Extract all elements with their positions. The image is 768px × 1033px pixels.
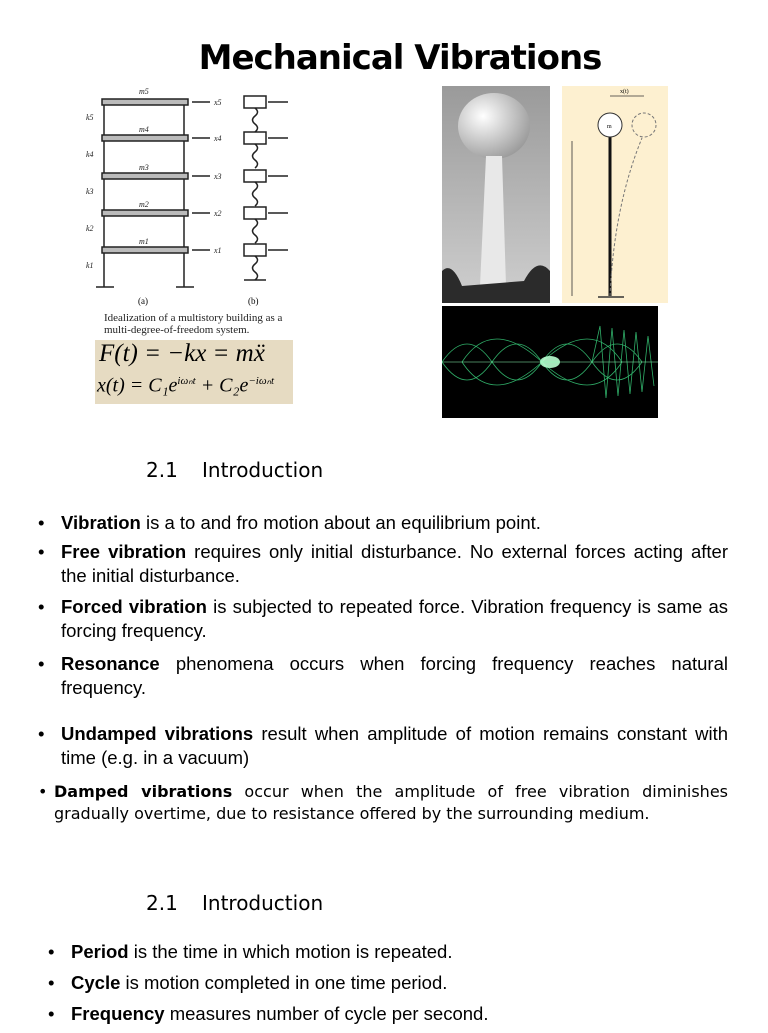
list-item: • Forced vibration is subjected to repeated force. Vibration frequency is same as forcing frequency. <box>38 595 728 643</box>
svg-text:m1: m1 <box>139 237 149 246</box>
pendulum-disp-label: x(t) <box>620 89 629 95</box>
svg-text:x3: x3 <box>214 172 222 181</box>
wave-image <box>442 306 658 418</box>
equation-box <box>95 340 293 404</box>
building-caption: Idealization of a multistory building as a multi-degree-of-freedom system. <box>104 312 283 336</box>
list-item: • Resonance phenomena occurs when forcing frequency reaches natural frequency. <box>38 652 728 700</box>
bullet-list-2 <box>48 940 738 1033</box>
list-item: • Frequency measures number of cycle per second. <box>48 1002 738 1026</box>
section-heading-2: 2.1 Introduction <box>146 891 324 915</box>
equation-force: F(t) = −kx = mẍ <box>99 340 265 367</box>
list-item: • Undamped vibrations result when amplitude of motion remains constant with time (e.g. in a vacuum) <box>38 722 728 770</box>
bullet-list-1 <box>38 511 728 770</box>
svg-text:m4: m4 <box>139 125 149 134</box>
list-item: • Free vibration requires only initial disturbance. No external forces acting after the initial disturbance. <box>38 540 728 588</box>
pendulum-figure <box>562 86 668 303</box>
panel-a-label: (a) <box>138 296 148 306</box>
equation-solution: $x(t) = C_1e^{i\omega_nt} + C_2e^{-i\omega_nt}$ <box>97 374 275 397</box>
page-title: Mechanical Vibrations <box>198 38 602 78</box>
svg-text:k4: k4 <box>86 150 94 159</box>
list-item: • Period is the time in which motion is repeated. <box>48 940 738 964</box>
svg-text:m5: m5 <box>139 87 149 96</box>
list-item: • Cycle is motion completed in one time period. <box>48 971 738 995</box>
pendulum-mass-label: m <box>607 124 612 130</box>
section-heading-1: 2.1 Introduction <box>146 458 324 482</box>
svg-text:k2: k2 <box>86 224 94 233</box>
svg-text:x1: x1 <box>214 246 222 255</box>
svg-text:m3: m3 <box>139 163 149 172</box>
panel-b-label: (b) <box>248 296 259 306</box>
svg-text:x5: x5 <box>214 98 222 107</box>
svg-text:k3: k3 <box>86 187 94 196</box>
bullet-damped <box>38 781 728 825</box>
svg-text:x2: x2 <box>214 209 222 218</box>
water-tower-photo <box>442 86 550 303</box>
building-figure <box>82 82 302 312</box>
svg-text:k1: k1 <box>86 261 94 270</box>
svg-text:m2: m2 <box>139 200 149 209</box>
list-item: • Vibration is a to and fro motion about an equilibrium point. <box>38 511 728 535</box>
svg-text:k5: k5 <box>86 113 94 122</box>
svg-text:x4: x4 <box>214 134 222 143</box>
list-item: • Damped vibrations occur when the amplitude of free vibration diminishes gradually overtime, due to resistance offered by the surrounding medium. <box>38 781 728 825</box>
